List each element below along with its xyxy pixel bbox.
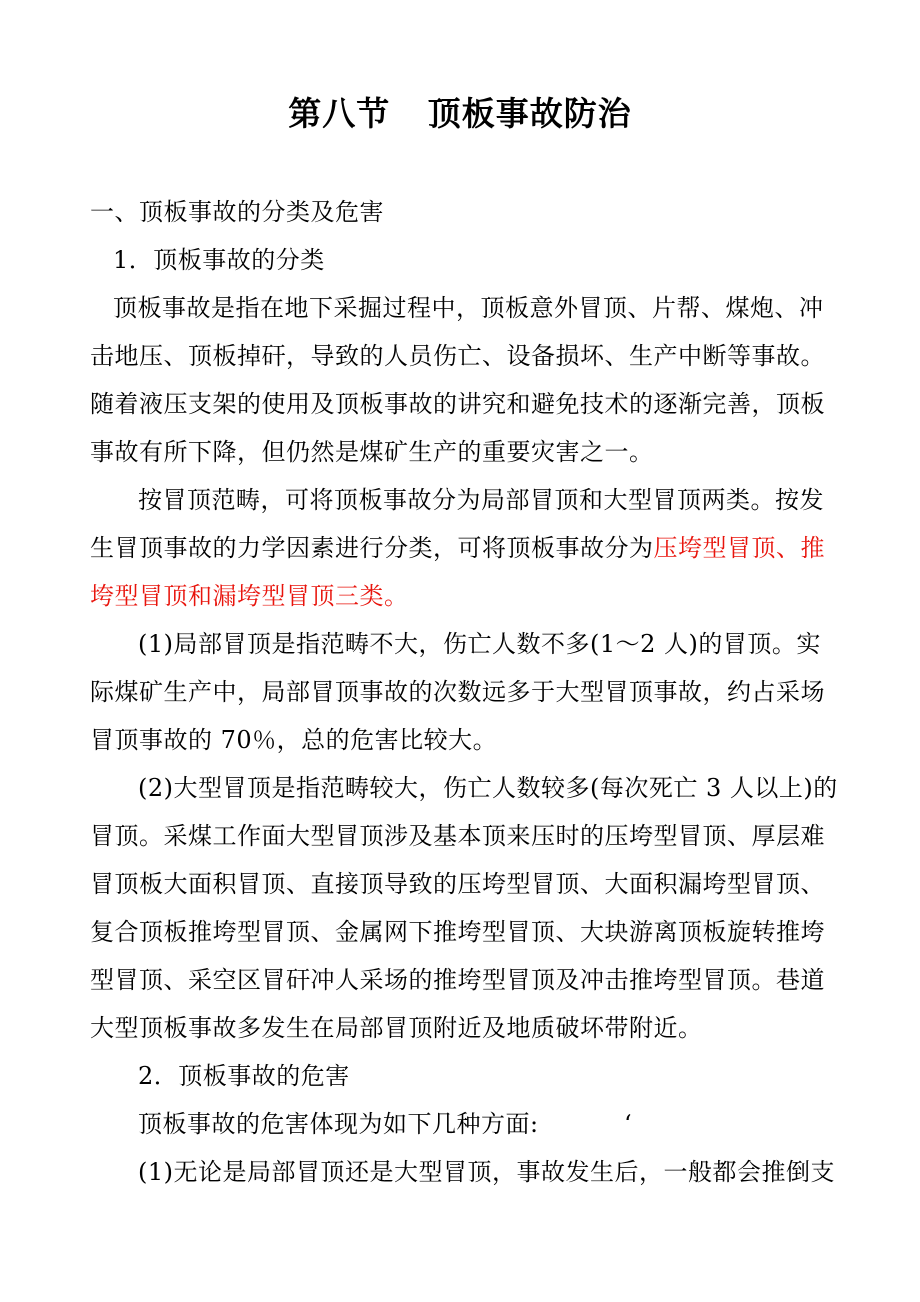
paragraph-line: 冒顶板大面积冒顶、直接顶导致的压垮型冒顶、大面积漏垮型冒顶、 (90, 870, 825, 898)
subheading-classification: 1．顶板事故的分类 (113, 246, 325, 274)
paragraph-line: 冒顶事故的 70％，总的危害比较大。 (90, 726, 498, 754)
paragraph-line: (2)大型冒顶是指范畴较大，伤亡人数较多(每次死亡 3 人以上)的 (138, 774, 838, 802)
paragraph-text: 生冒顶事故的力学因素进行分类，可将顶板事故分为 (90, 534, 654, 562)
paragraph-line: 际煤矿生产中，局部冒顶事故的次数远多于大型冒顶事故，约占采场 (90, 678, 825, 706)
subheading-hazards: 2．顶板事故的危害 (138, 1062, 350, 1090)
paragraph-line: 顶板事故是指在地下采掘过程中，顶板意外冒顶、片帮、煤炮、冲 (113, 294, 824, 322)
paragraph-line (90, 533, 825, 563)
section-title: 第八节 顶板事故防治 (288, 94, 632, 133)
highlighted-line: 垮型冒顶和漏垮型冒顶三类。 (90, 582, 409, 610)
paragraph-line: 大型顶板事故多发生在局部冒顶附近及地质破坏带附近。 (90, 1014, 703, 1042)
heading-section-one: 一、顶板事故的分类及危害 (90, 198, 384, 226)
paragraph-line: 顶板事故的危害体现为如下几种方面: (138, 1110, 539, 1138)
paragraph-line: 复合顶板推垮型冒顶、金属网下推垮型冒顶、大块游离顶板旋转推垮 (90, 918, 825, 946)
paragraph-line: 冒顶。采煤工作面大型冒顶涉及基本顶来压时的压垮型冒顶、厚层难 (90, 822, 825, 850)
paragraph-line: (1)无论是局部冒顶还是大型冒顶，事故发生后，一般都会推倒支 (138, 1158, 835, 1186)
paragraph-line: 随着液压支架的使用及顶板事故的讲究和避免技术的逐渐完善，顶板 (90, 390, 825, 418)
highlighted-text: 压垮型冒顶、推 (653, 534, 825, 562)
paragraph-line: 型冒顶、采空区冒矸冲人采场的推垮型冒顶及冲击推垮型冒顶。巷道 (90, 966, 825, 994)
paragraph-line: 按冒顶范畴，可将顶板事故分为局部冒顶和大型冒顶两类。按发 (138, 486, 824, 514)
stray-mark: ‘ (624, 1110, 633, 1138)
paragraph-line: 事故有所下降，但仍然是煤矿生产的重要灾害之一。 (90, 438, 654, 466)
paragraph-line: 击地压、顶板掉矸，导致的人员伤亡、设备损坏、生产中断等事故。 (90, 342, 825, 370)
paragraph-line: (1)局部冒顶是指范畴不大，伤亡人数不多(1～2 人)的冒顶。实 (138, 630, 821, 658)
